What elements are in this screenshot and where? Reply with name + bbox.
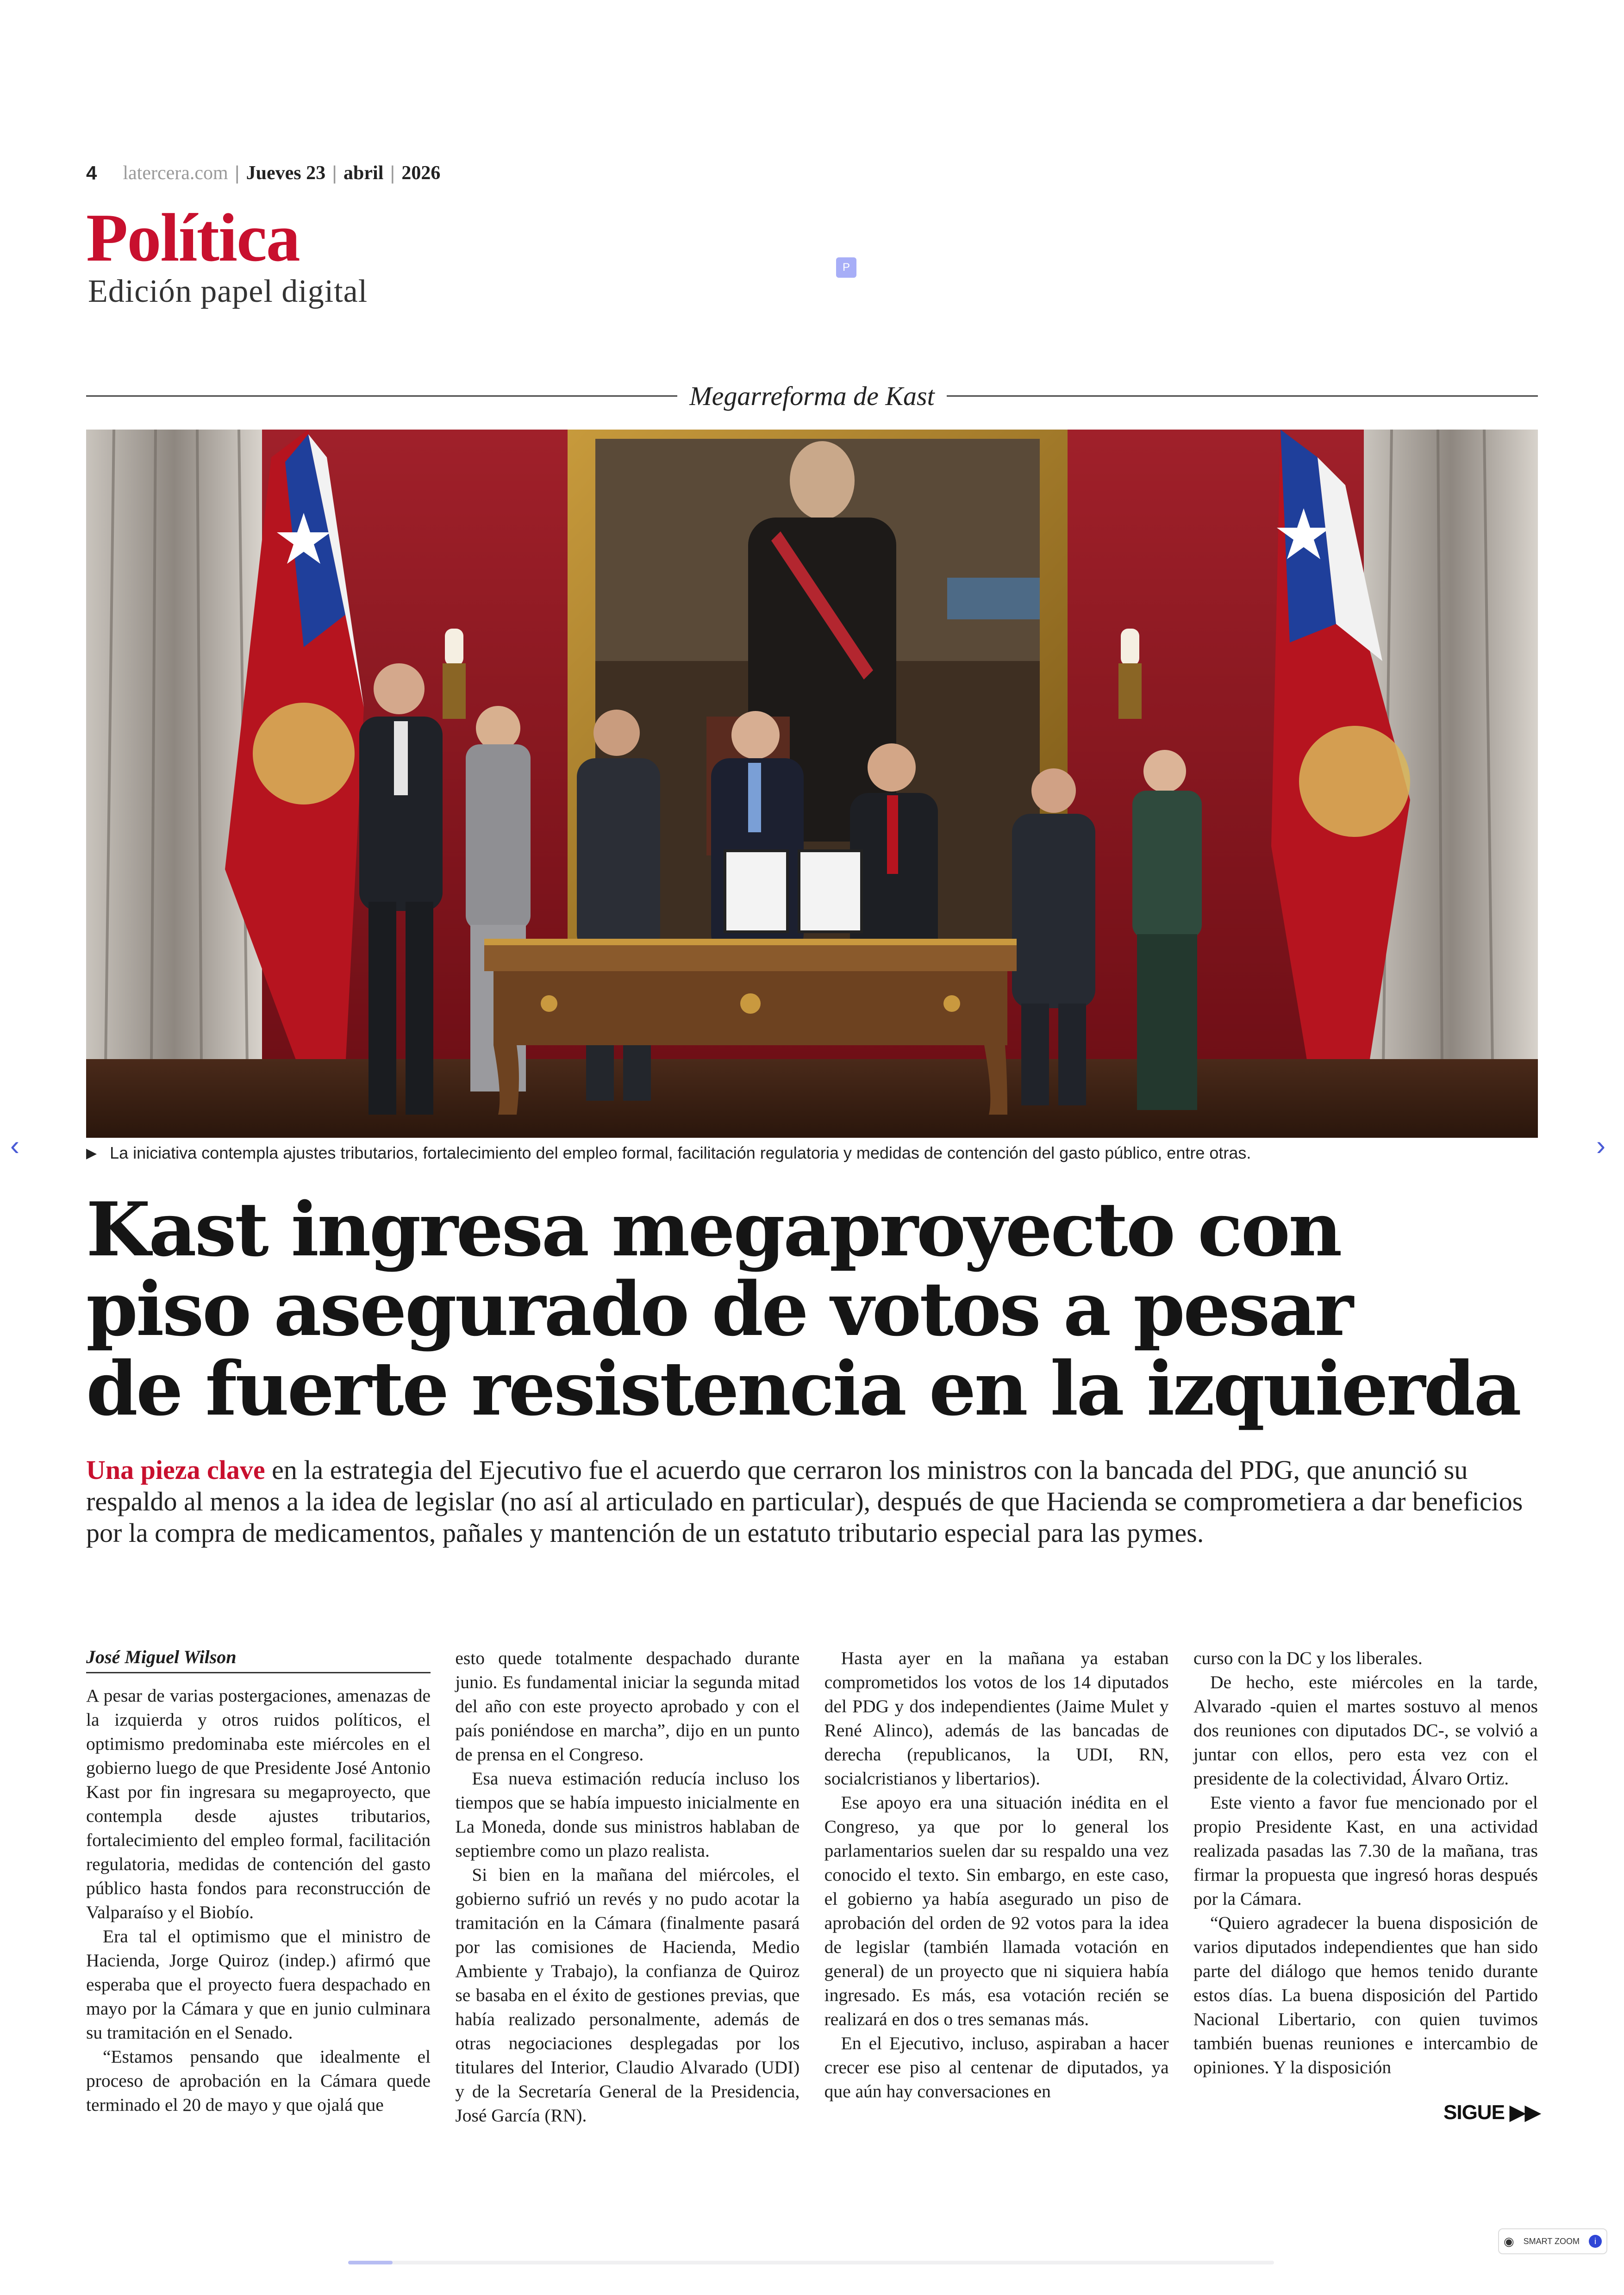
date-year: 2026 xyxy=(401,162,441,184)
paragraph: A pesar de varias postergaciones, amenazas de la izquierda y otros ruidos políticos, el optimismo predominaba este miércoles en el gobierno luego de que Presidente José Antonio Kast por fin ingresara su megaproyecto, que contempla desde ajustes tributarios, fortalecimiento del empleo formal, facilitación regulatoria, medidas de contención del gasto público hasta fondos para reconstrucción de Valparaíso y el Biobío. xyxy=(86,1685,431,1922)
paragraph: Este viento a favor fue mencionado por el propio Presidente Kast, en una actividad realizada pasadas las 7.30 de la mañana, tras firmar la propuesta que ingresó horas después por la Cámara. xyxy=(1193,1792,1538,1909)
page-progress-track[interactable] xyxy=(348,2261,1274,2264)
photo-caption xyxy=(86,1143,1251,1163)
paragraph: Hasta ayer en la mañana ya estaban comprometidos los votos de los 14 diputados del PDG y dos independientes (Jaime Mulet y René Alinco), además de las bancadas de derecha (republicanos, la UDI, RN, socialcristianos y libertarios). xyxy=(824,1648,1169,1789)
continue-label[interactable]: SIGUE ▶▶ xyxy=(1443,2101,1540,2124)
section-title: Política xyxy=(86,200,300,276)
headline-line: Kast ingresa megaproyecto con xyxy=(86,1186,1341,1273)
caption-arrow-icon: ▶ xyxy=(86,1145,97,1161)
paragraph: Era tal el optimismo que el ministro de Hacienda, Jorge Quiroz (indep.) afirmó que esperaba que el proyecto fuera despachado en mayo por la Cámara y que en junio culminara su tramitación en el Senado. xyxy=(86,1926,431,2043)
kicker: Megarreforma de Kast xyxy=(689,380,935,411)
article-body xyxy=(86,1646,1538,2164)
lead-photo xyxy=(86,430,1538,1138)
paragraph: De hecho, este miércoles en la tarde, Alvarado -quien el martes sostuvo al menos dos reuniones con diputados DC-, se volvió a juntar con ellos, pero esta vez con el presidente de la colectividad, Álvaro Ortiz. xyxy=(1193,1672,1538,1789)
page-zoom-chip[interactable]: P xyxy=(836,257,856,278)
date-day: Jueves 23 xyxy=(246,162,326,184)
page-progress-fill xyxy=(348,2261,393,2264)
headline xyxy=(86,1186,1538,1432)
kicker-rule-right xyxy=(947,395,1538,397)
paragraph: Ese apoyo era una situación inédita en el Congreso, ya que por lo general los parlamentarios suelen dar su respaldo una vez conocido el texto. Sin embargo, en este caso, el gobierno ya había asegurado un piso de aprobación del orden de 92 votos para la idea de legislar (también llamada votación en general) de un proyecto que ni siquiera había ingresado. Es más, esa votación recién se realizará en dos o tres semanas más. xyxy=(824,1792,1169,2029)
smart-zoom-label: SMART ZOOM xyxy=(1523,2236,1580,2246)
article-column-4 xyxy=(1193,1646,1538,2164)
paragraph: esto quede totalmente despachado durante junio. Es fundamental iniciar la segunda mitad del año con este proyecto aprobado y con el país poniéndose en marcha”, dijo en un punto de prensa en el Congreso. xyxy=(455,1648,800,1765)
paragraph: curso con la DC y los liberales. xyxy=(1193,1648,1423,1668)
paragraph: Esa nueva estimación reducía incluso los tiempos que se había impuesto inicialmente en La Moneda, donde sus ministros hablaban de septiembre como un plazo realista. xyxy=(455,1768,800,1861)
dateline-separator: | xyxy=(234,162,240,184)
dateline xyxy=(86,162,440,184)
date-month: abril xyxy=(344,162,384,184)
kicker-rule-left xyxy=(86,395,677,397)
headline-line: piso asegurado de votos a pesar xyxy=(86,1266,1352,1353)
smart-zoom-button[interactable] xyxy=(1498,2228,1607,2254)
dateline-separator: | xyxy=(390,162,395,184)
headline-line: de fuerte resistencia en la izquierda xyxy=(86,1345,1520,1432)
info-icon: i xyxy=(1589,2235,1602,2248)
article-column-2 xyxy=(455,1646,800,2164)
caption-text: La iniciativa contempla ajustes tributarios, fortalecimiento del empleo formal, facilitación regulatoria y medidas de contención del gasto público, entre otras. xyxy=(110,1143,1251,1162)
page-number: 4 xyxy=(86,162,97,184)
site-name: latercera.com xyxy=(123,162,228,184)
byline: José Miguel Wilson xyxy=(86,1646,431,1673)
previous-page-arrow-icon[interactable]: ‹ xyxy=(10,1130,19,1161)
lead-text: en la estrategia del Ejecutivo fue el acuerdo que cerraron los ministros con la bancada del PDG, que anunció su respaldo al menos a la idea de legislar (no así al articulado en particular), después de que Hacienda se comprometiera a dar beneficios por la compra de medicamentos, pañales y mantención de un estatuto tributario especial para las pymes. xyxy=(86,1455,1523,1548)
eye-icon: ◉ xyxy=(1503,2234,1514,2248)
kicker-bar xyxy=(86,380,1538,412)
article-column-1 xyxy=(86,1646,431,2164)
dateline-separator: | xyxy=(332,162,337,184)
paragraph: En el Ejecutivo, incluso, aspiraban a hacer crecer ese piso al centenar de diputados, ya que aún hay conversaciones en xyxy=(824,2033,1169,2102)
edition-label: Edición papel digital xyxy=(88,274,368,309)
article-column-3 xyxy=(824,1646,1169,2164)
paragraph: “Quiero agradecer la buena disposición de varios diputados independientes que han sido parte del diálogo que hemos tenido durante estos días. La buena disposición del Partido Nacional Libertario, con quien tuvimos también buenas reuniones e intercambio de opiniones. Y la disposición xyxy=(1193,1913,1538,2077)
next-page-arrow-icon[interactable]: › xyxy=(1596,1130,1605,1161)
lead-highlight: Una pieza clave xyxy=(86,1455,265,1485)
lead-paragraph xyxy=(86,1454,1538,1549)
paragraph: Si bien en la mañana del miércoles, el gobierno sufrió un revés y no pudo acotar la tramitación en la Cámara (finalmente pasará por las comisiones de Hacienda, Medio Ambiente y Trabajo), la confianza de Quiroz se basaba en el éxito de gestiones previas, que había realizado personalmente, además de otras negociaciones desplegadas por los titulares del Interior, Claudio Alvarado (UDI) y de la Secretaría General de la Presidencia, José García (RN). xyxy=(455,1865,800,2126)
paragraph: “Estamos pensando que idealmente el proceso de aprobación en la Cámara quede terminado el 20 de mayo y que ojalá que xyxy=(86,2046,431,2115)
